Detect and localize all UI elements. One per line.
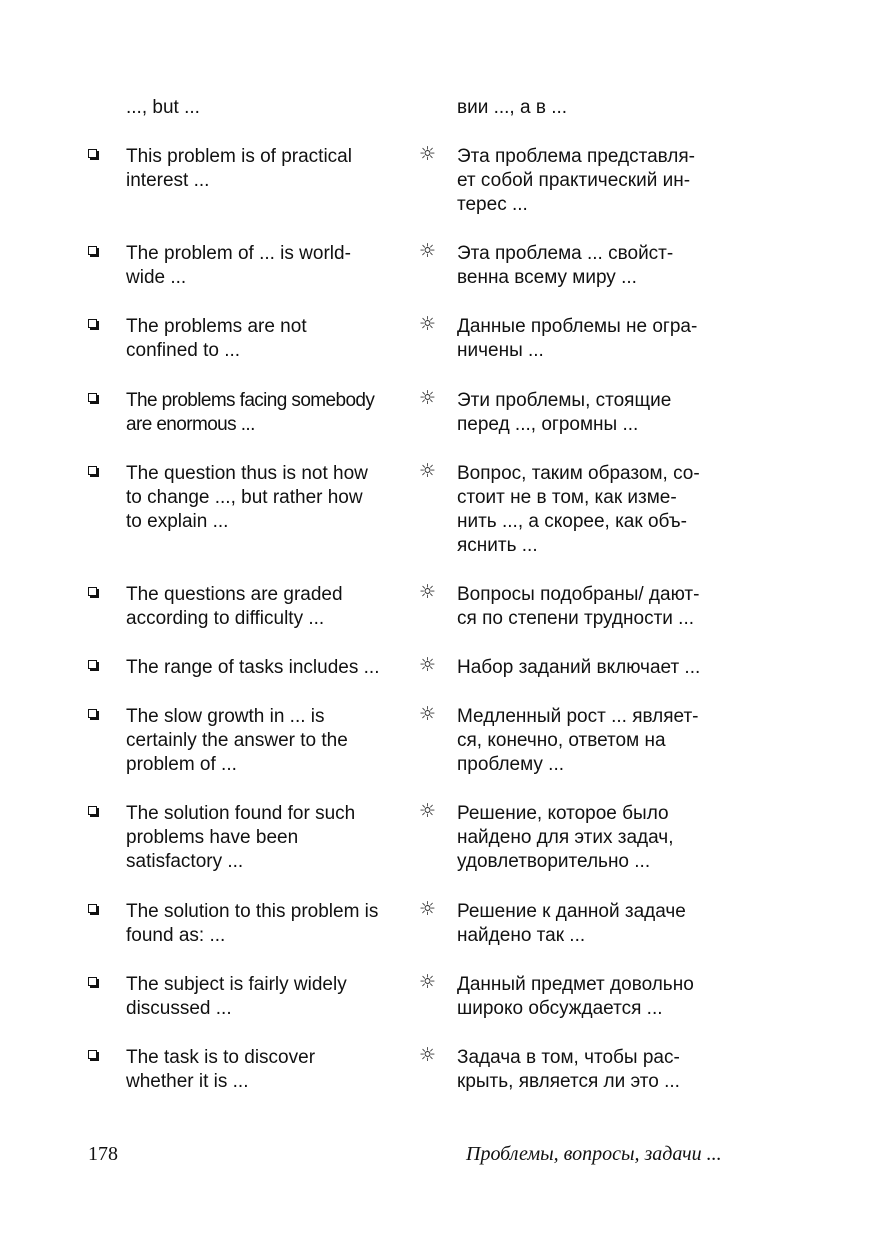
sun-bullet-icon: ☼ xyxy=(419,800,437,822)
entry-en: The slow growth in ... is certainly the answer to the problem of ... xyxy=(126,706,348,775)
entry-en: The questions are graded according to difficulty ... xyxy=(126,584,343,629)
entry-ru: Эта проблема представля- ет собой практический ин- терес ... xyxy=(457,146,696,215)
checkbox-bullet-icon xyxy=(88,466,97,475)
sun-bullet-icon: ☼ xyxy=(419,313,437,335)
checkbox-bullet-icon xyxy=(88,660,97,669)
entry-en: The solution to this problem is found as: ... xyxy=(126,901,379,946)
sun-bullet-icon: ☼ xyxy=(419,143,437,165)
sun-bullet-icon: ☼ xyxy=(419,971,437,993)
sun-bullet-icon: ☼ xyxy=(419,654,437,676)
checkbox-bullet-icon xyxy=(88,587,97,596)
continuation-en: ..., but ... xyxy=(126,97,200,118)
entry-en: This problem is of practical interest ... xyxy=(126,146,352,191)
running-header-title: Проблемы, вопросы, задачи ... xyxy=(466,1143,722,1165)
entry-en: The range of tasks includes ... xyxy=(126,657,380,678)
sun-bullet-icon: ☼ xyxy=(419,581,437,603)
entry-ru: Медленный рост ... являет- ся, конечно, ответом на проблему ... xyxy=(457,706,699,775)
checkbox-bullet-icon xyxy=(88,709,97,718)
entry-en: The question thus is not how to change ..., but rather how to explain ... xyxy=(126,463,368,532)
sun-bullet-icon: ☼ xyxy=(419,898,437,920)
entry-ru: Решение к данной задаче найдено так ... xyxy=(457,901,686,946)
continuation-ru: вии ..., а в ... xyxy=(457,97,568,118)
entry-en: The problems are not confined to ... xyxy=(126,316,307,361)
entry-en: The problem of ... is world- wide ... xyxy=(126,243,351,288)
entry-ru: Эта проблема ... свойст- венна всему миру ... xyxy=(457,243,674,288)
sun-bullet-icon: ☼ xyxy=(419,387,437,409)
entry-ru: Решение, которое было найдено для этих задач, удовлетворительно ... xyxy=(457,803,674,872)
sun-bullet-icon: ☼ xyxy=(419,1044,437,1066)
checkbox-bullet-icon xyxy=(88,977,97,986)
checkbox-bullet-icon xyxy=(88,806,97,815)
page-number: 178 xyxy=(88,1143,118,1165)
entry-en: The problems facing somebody are enormous ... xyxy=(126,390,375,435)
sun-bullet-icon: ☼ xyxy=(419,240,437,262)
entry-ru: Задача в том, чтобы рас- крыть, является ли это ... xyxy=(457,1047,680,1092)
sun-bullet-icon: ☼ xyxy=(419,703,437,725)
checkbox-bullet-icon xyxy=(88,319,97,328)
entry-en: The solution found for such problems have been satisfactory ... xyxy=(126,803,356,872)
checkbox-bullet-icon xyxy=(88,1050,97,1059)
entry-en: The subject is fairly widely discussed ... xyxy=(126,974,347,1019)
checkbox-bullet-icon xyxy=(88,904,97,913)
checkbox-bullet-icon xyxy=(88,246,97,255)
entry-ru: Данный предмет довольно широко обсуждается ... xyxy=(457,974,694,1019)
checkbox-bullet-icon xyxy=(88,149,97,158)
entry-ru: Вопрос, таким образом, со- стоит не в том, как изме- нить ..., а скорее, как объ- яснить ... xyxy=(457,463,700,556)
sun-bullet-icon: ☼ xyxy=(419,460,437,482)
checkbox-bullet-icon xyxy=(88,393,97,402)
entry-en: The task is to discover whether it is ... xyxy=(126,1047,316,1092)
entry-ru: Вопросы подобраны/ дают- ся по степени трудности ... xyxy=(457,584,700,629)
entry-ru: Эти проблемы, стоящие перед ..., огромны ... xyxy=(457,390,672,435)
entry-ru: Набор заданий включает ... xyxy=(457,657,701,678)
entry-ru: Данные проблемы не огра- ничены ... xyxy=(457,316,698,361)
